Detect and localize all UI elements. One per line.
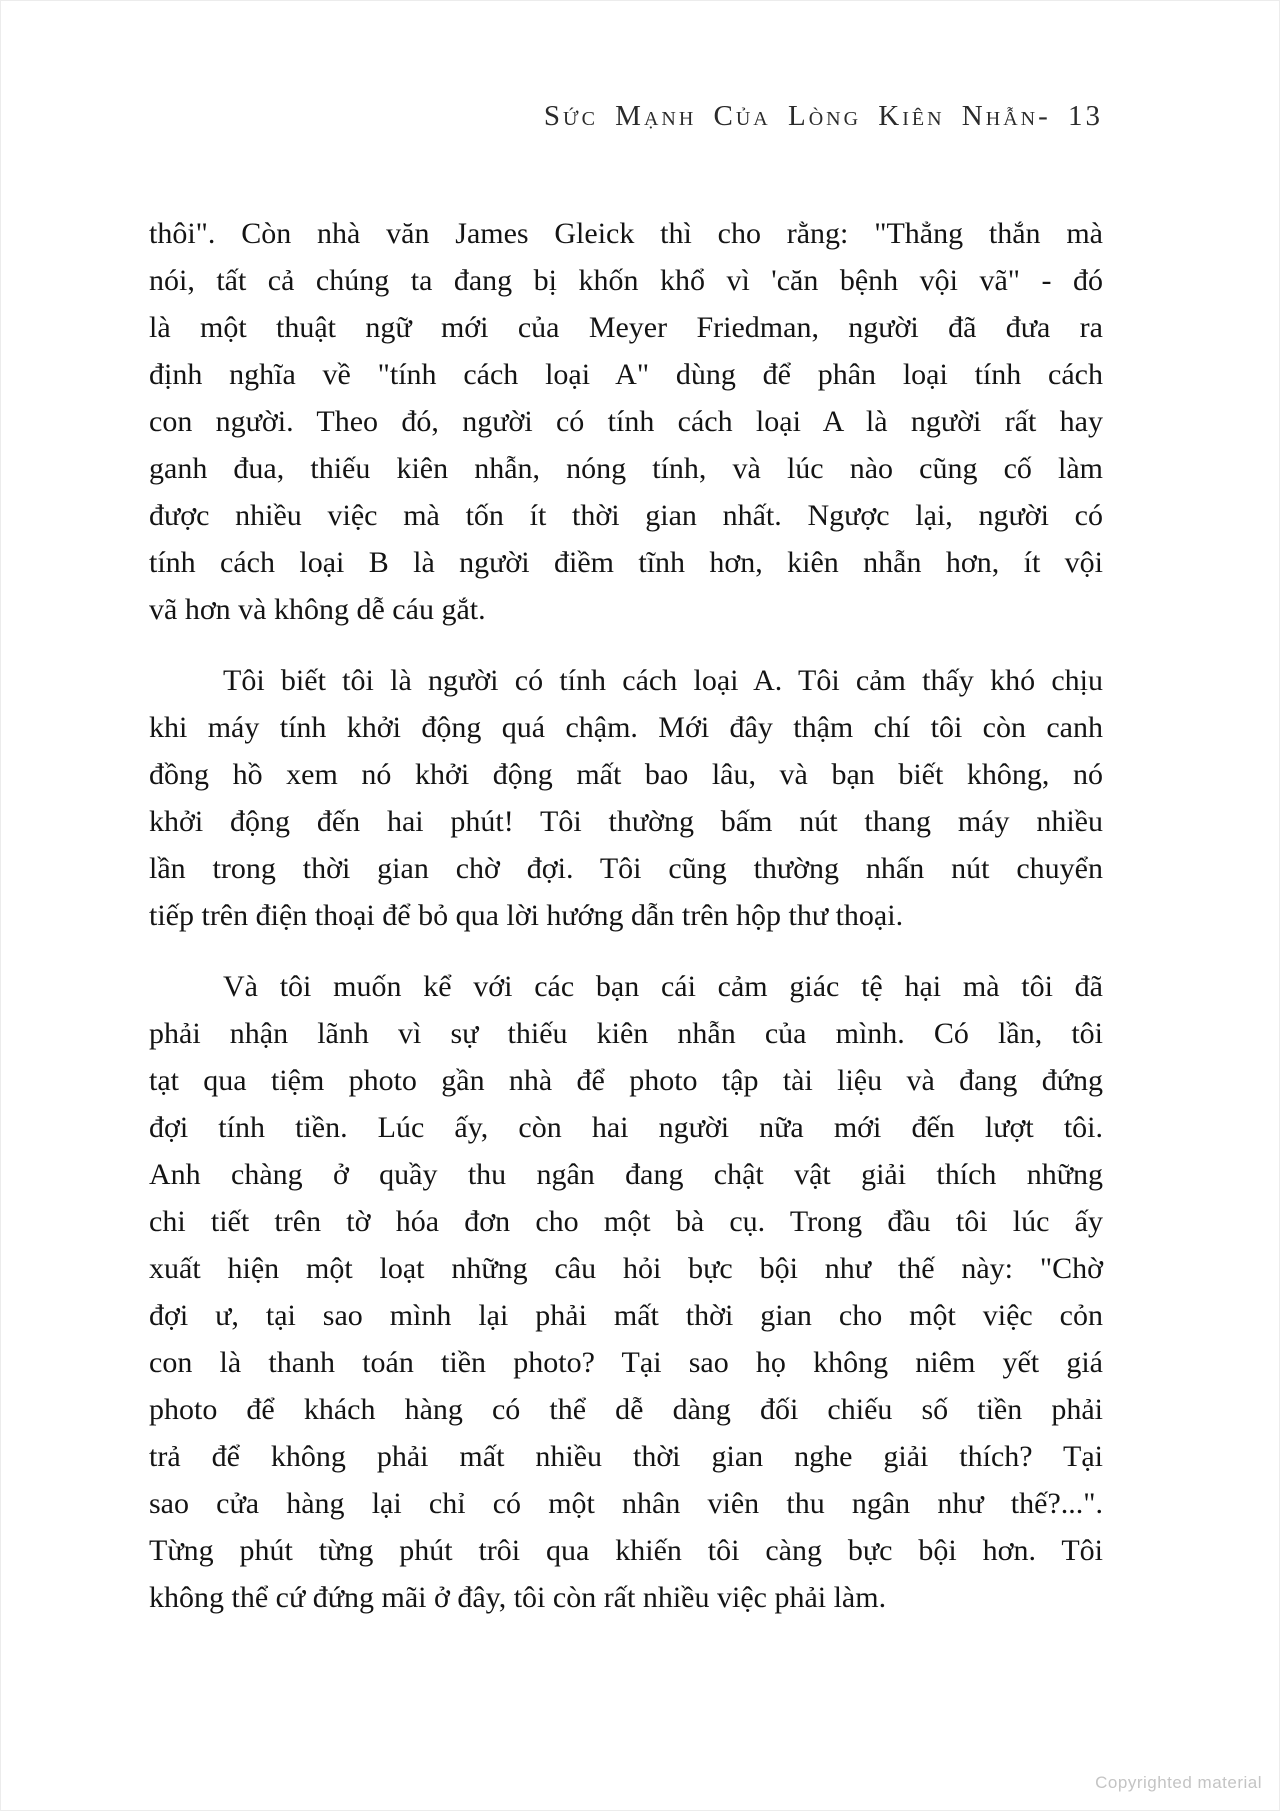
text-line: Và tôi muốn kể với các bạn cái cảm giác tệ hại mà tôi đã bbox=[223, 970, 1103, 1003]
text-line: khi máy tính khởi động quá chậm. Mới đây thậm chí tôi còn canh bbox=[149, 711, 1103, 744]
text-line: tiếp trên điện thoại để bỏ qua lời hướng dẫn trên hộp thư thoại. bbox=[149, 899, 904, 932]
text-line: không thể cứ đứng mãi ở đây, tôi còn rất nhiều việc phải làm. bbox=[149, 1581, 887, 1614]
text-line: con là thanh toán tiền photo? Tại sao họ không niêm yết giá bbox=[149, 1346, 1103, 1379]
text-line: vã hơn và không dễ cáu gắt. bbox=[149, 593, 486, 626]
text-line: xuất hiện một loạt những câu hỏi bực bội như thế này: "Chờ bbox=[149, 1252, 1103, 1285]
text-line: tính cách loại B là người điềm tĩnh hơn, kiên nhẫn hơn, ít vội bbox=[149, 546, 1103, 579]
text-line: ganh đua, thiếu kiên nhẫn, nóng tính, và lúc nào cũng cố làm bbox=[149, 452, 1103, 485]
text-line: chi tiết trên tờ hóa đơn cho một bà cụ. Trong đầu tôi lúc ấy bbox=[149, 1205, 1103, 1238]
text-line: khởi động đến hai phút! Tôi thường bấm nút thang máy nhiều bbox=[149, 805, 1103, 838]
text-line: đồng hồ xem nó khởi động mất bao lâu, và bạn biết không, nó bbox=[149, 758, 1103, 791]
text-line: lần trong thời gian chờ đợi. Tôi cũng thường nhấn nút chuyển bbox=[149, 852, 1103, 885]
text-line: Tôi biết tôi là người có tính cách loại A. Tôi cảm thấy khó chịu bbox=[223, 664, 1103, 697]
text-line: nói, tất cả chúng ta đang bị khốn khổ vì 'căn bệnh vội vã" - đó bbox=[149, 264, 1103, 297]
text-line: sao cửa hàng lại chỉ có một nhân viên thu ngân như thế?...". bbox=[149, 1487, 1103, 1520]
paragraph bbox=[149, 210, 1103, 633]
copyright-watermark: Copyrighted material bbox=[1095, 1773, 1262, 1792]
text-line: phải nhận lãnh vì sự thiếu kiên nhẫn của mình. Có lần, tôi bbox=[149, 1017, 1103, 1050]
text-line: đợi tính tiền. Lúc ấy, còn hai người nữa mới đến lượt tôi. bbox=[149, 1111, 1103, 1144]
text-line: định nghĩa về "tính cách loại A" dùng để phân loại tính cách bbox=[149, 358, 1103, 391]
text-line: tạt qua tiệm photo gần nhà để photo tập tài liệu và đang đứng bbox=[149, 1064, 1103, 1097]
text-line: Từng phút từng phút trôi qua khiến tôi càng bực bội hơn. Tôi bbox=[149, 1534, 1103, 1567]
text-line: đợi ư, tại sao mình lại phải mất thời gian cho một việc cỏn bbox=[149, 1299, 1103, 1332]
text-line: con người. Theo đó, người có tính cách loại A là người rất hay bbox=[149, 405, 1103, 438]
running-header bbox=[0, 100, 1103, 133]
text-line: được nhiều việc mà tốn ít thời gian nhất. Ngược lại, người có bbox=[149, 499, 1103, 532]
text-line: thôi". Còn nhà văn James Gleick thì cho rằng: "Thẳng thắn mà bbox=[149, 217, 1103, 250]
text-line: là một thuật ngữ mới của Meyer Friedman, người đã đưa ra bbox=[149, 311, 1103, 344]
text-line: photo để khách hàng có thể dễ dàng đối chiếu số tiền phải bbox=[149, 1393, 1103, 1426]
header-title-and-page-number: Sức Mạnh Của Lòng Kiên Nhẫn- 13 bbox=[543, 100, 1103, 132]
page-body bbox=[149, 210, 1103, 1621]
paragraph bbox=[149, 657, 1103, 939]
text-line: Anh chàng ở quầy thu ngân đang chật vật giải thích những bbox=[149, 1158, 1103, 1191]
text-line: trả để không phải mất nhiều thời gian nghe giải thích? Tại bbox=[149, 1440, 1103, 1473]
paragraph bbox=[149, 963, 1103, 1621]
